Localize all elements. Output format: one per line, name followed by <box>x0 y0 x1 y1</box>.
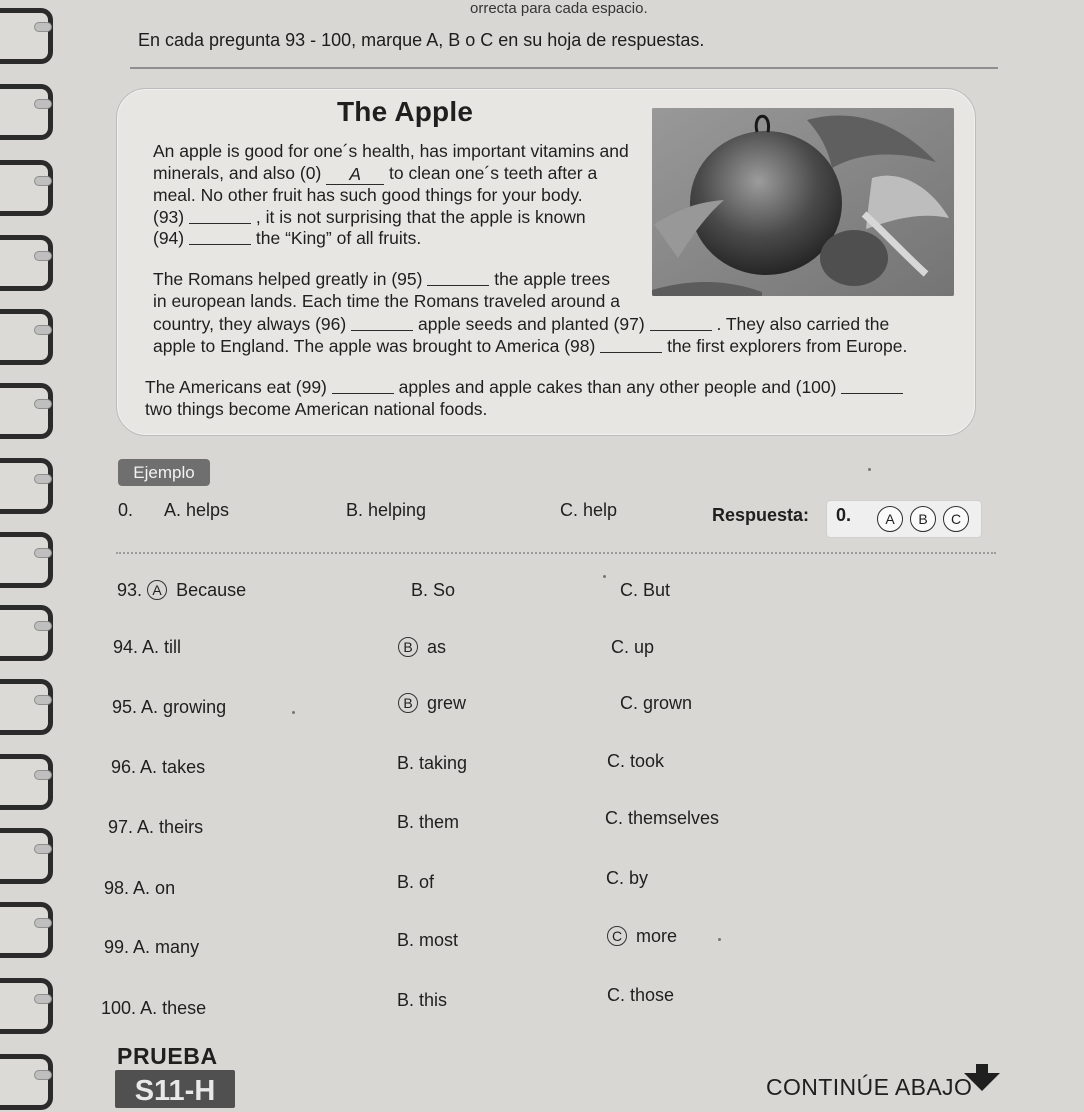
question-99-number: 99. <box>104 937 130 957</box>
question-94-number: 94. <box>113 637 139 657</box>
reading-97-rest: . They also carried the <box>716 314 890 334</box>
blank-93 <box>189 223 251 224</box>
reading-93-text: , it is not surprising that the apple is known <box>255 207 586 227</box>
binding-ring <box>0 383 53 439</box>
answer-bubble-a[interactable]: A <box>877 506 903 532</box>
reading-text-0b: to clean one´s teeth after a <box>389 163 598 183</box>
question-96-option-a[interactable]: A. takes <box>140 757 206 777</box>
question-100 <box>101 998 206 1019</box>
reading-line-5 <box>153 229 421 248</box>
binding-hole <box>34 548 52 558</box>
binding-hole <box>34 994 52 1004</box>
binding-hole <box>34 474 52 484</box>
paper-speck <box>718 938 721 941</box>
answer-bubble-b[interactable]: B <box>910 506 936 532</box>
blank-95 <box>427 285 489 286</box>
binding-ring <box>0 160 53 216</box>
binding-ring <box>0 458 53 514</box>
question-99-option-a[interactable]: A. many <box>133 937 200 957</box>
reading-96-text: country, they always (96) <box>153 314 347 334</box>
question-97-option-b[interactable]: B. them <box>397 812 460 832</box>
binding-hole <box>34 695 52 705</box>
question-96-option-b[interactable]: B. taking <box>397 753 468 773</box>
question-99 <box>104 937 199 958</box>
question-100-option-b[interactable]: B. this <box>397 990 448 1010</box>
reading-95-rest: the apple trees <box>494 269 610 289</box>
question-93-option-b[interactable]: B. So <box>411 580 456 600</box>
example-answer-number: 0. <box>836 505 852 525</box>
blank-96 <box>351 330 413 331</box>
example-label: Ejemplo <box>118 459 210 486</box>
binding-hole <box>34 251 52 261</box>
binding-hole <box>34 22 52 32</box>
question-98 <box>104 878 175 899</box>
binding-hole <box>34 844 52 854</box>
binding-hole <box>34 621 52 631</box>
instructions: En cada pregunta 93 - 100, marque A, B o C en su hoja de respuestas. <box>138 30 705 50</box>
example-option-b: B. helping <box>346 500 427 520</box>
binding-ring <box>0 754 53 810</box>
binding-hole <box>34 399 52 409</box>
question-96-option-c[interactable]: C. took <box>607 751 665 771</box>
reading-line-10 <box>145 378 903 397</box>
reading-line-8 <box>153 315 889 334</box>
blank-100 <box>841 393 903 394</box>
reading-94-number: (94) <box>153 228 185 248</box>
reading-99-text: The Americans eat (99) <box>145 377 327 397</box>
test-label: PRUEBA <box>117 1043 218 1069</box>
question-99-option-c[interactable] <box>607 926 677 947</box>
reading-94-text: the “King” of all fruits. <box>255 228 422 248</box>
question-94-option-b-text: as <box>427 637 447 657</box>
reading-line-7: in european lands. Each time the Romans traveled around a <box>153 291 620 311</box>
reading-98-rest: the first explorers from Europe. <box>667 336 908 356</box>
continue-label: CONTINÚE ABAJO <box>766 1074 973 1100</box>
question-95-option-b-text: grew <box>427 693 467 713</box>
binding-ring <box>0 235 53 291</box>
question-99-option-c-text: more <box>636 926 678 946</box>
question-97 <box>108 817 203 838</box>
example-divider <box>116 552 996 554</box>
question-95-option-b-mark[interactable]: B <box>398 693 418 713</box>
binding-hole <box>34 176 52 186</box>
question-94-option-b[interactable] <box>398 637 446 658</box>
example-option-c: C. help <box>560 500 618 520</box>
question-100-number: 100. <box>101 998 137 1018</box>
question-96-number: 96. <box>111 757 137 777</box>
binding-hole <box>34 1070 52 1080</box>
reading-97-text: apple seeds and planted (97) <box>417 314 645 334</box>
paper-speck <box>292 711 295 714</box>
question-95-option-a[interactable]: A. growing <box>141 697 227 717</box>
binding-hole <box>34 918 52 928</box>
binding-ring <box>0 828 53 884</box>
reading-line-3: meal. No other fruit has such good things for your body. <box>153 185 583 205</box>
reading-line-4 <box>153 208 586 227</box>
question-100-option-a[interactable]: A. these <box>140 998 207 1018</box>
binding-ring <box>0 1054 53 1110</box>
binding-ring <box>0 679 53 735</box>
binding-ring <box>0 309 53 365</box>
reading-98-text: apple to England. The apple was brought to America (98) <box>153 336 596 356</box>
binding-ring <box>0 532 53 588</box>
answer-bubble-c[interactable]: C <box>943 506 969 532</box>
binding-hole <box>34 99 52 109</box>
blank-97 <box>650 330 712 331</box>
question-95-option-c[interactable]: C. grown <box>620 693 693 713</box>
example-number: 0. <box>118 500 134 520</box>
question-93-option-c[interactable]: C. But <box>620 580 671 600</box>
question-100-option-c[interactable]: C. those <box>607 985 675 1005</box>
binding-ring <box>0 902 53 958</box>
blank-98 <box>600 352 662 353</box>
binding-hole <box>34 770 52 780</box>
question-93 <box>117 580 246 601</box>
example-answer-label: Respuesta: <box>712 505 810 525</box>
reading-93-number: (93) <box>153 207 185 227</box>
paper-speck <box>868 468 871 471</box>
reading-95-text: The Romans helped greatly in (95) <box>153 269 423 289</box>
reading-100-text: apples and apple cakes than any other people and (100) <box>398 377 837 397</box>
blank-99 <box>332 393 394 394</box>
question-97-option-a[interactable]: A. theirs <box>137 817 204 837</box>
question-99-option-c-mark[interactable]: C <box>607 926 627 946</box>
binding-ring <box>0 84 53 140</box>
paper-speck <box>603 575 606 578</box>
binding-hole <box>34 325 52 335</box>
question-95-option-b[interactable] <box>398 693 466 714</box>
binding-ring <box>0 978 53 1034</box>
question-94-option-a[interactable]: A. till <box>142 637 182 657</box>
question-95 <box>112 697 226 718</box>
reading-text-0: minerals, and also (0) <box>153 163 322 183</box>
reading-line-2 <box>153 164 597 184</box>
question-98-number: 98. <box>104 878 130 898</box>
question-98-option-b[interactable]: B. of <box>397 872 435 892</box>
question-93-number: 93. <box>117 580 143 600</box>
question-95-number: 95. <box>112 697 138 717</box>
blank-0-answer: A <box>326 165 384 185</box>
reading-line-11: two things become American national foods. <box>145 399 488 419</box>
example-option-a: A. helps <box>164 500 230 520</box>
reading-line-6 <box>153 270 610 289</box>
question-94-option-b-mark[interactable]: B <box>398 637 418 657</box>
top-rule <box>130 67 998 69</box>
blank-94 <box>189 244 251 245</box>
question-94-option-c[interactable]: C. up <box>611 637 655 657</box>
question-94 <box>113 637 181 658</box>
apple-image-icon <box>652 108 954 296</box>
test-code: S11-H <box>115 1070 235 1108</box>
reading-line-9 <box>153 337 907 356</box>
question-98-option-a[interactable]: A. on <box>133 878 176 898</box>
binding-ring <box>0 605 53 661</box>
question-96 <box>111 757 205 778</box>
question-98-option-c[interactable]: C. by <box>606 868 649 888</box>
header-fragment: orrecta para cada espacio. <box>470 0 648 17</box>
question-93-option-a-text: Because <box>176 580 247 600</box>
question-97-option-c[interactable]: C. themselves <box>605 808 720 828</box>
reading-title: The Apple <box>337 96 474 127</box>
down-arrow-icon <box>964 1073 1000 1091</box>
spiral-binding <box>0 0 58 1108</box>
question-99-option-b[interactable]: B. most <box>397 930 459 950</box>
question-93-option-a-mark[interactable]: A <box>147 580 167 600</box>
reading-line-1: An apple is good for one´s health, has important vitamins and <box>153 141 629 161</box>
question-97-number: 97. <box>108 817 134 837</box>
binding-ring <box>0 8 53 64</box>
apple-photo <box>652 108 954 296</box>
